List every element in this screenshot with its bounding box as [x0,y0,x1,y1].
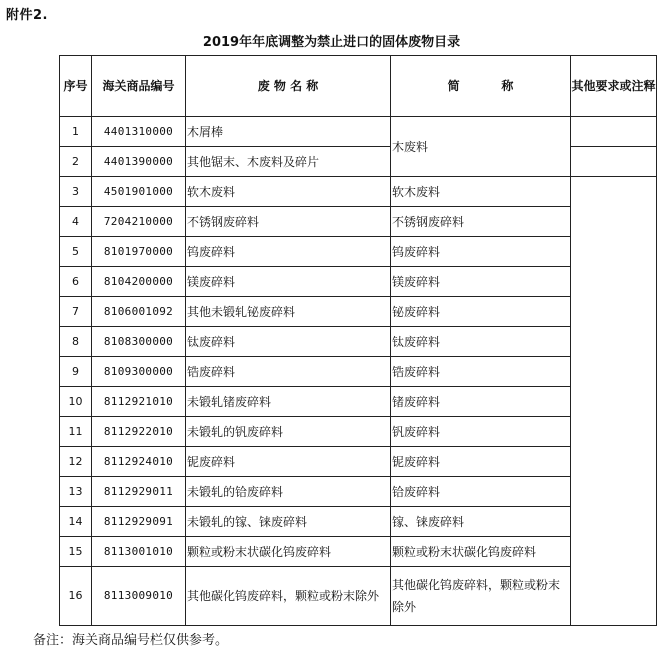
row-short: 软木废料 [391,177,571,207]
row-index: 13 [60,477,92,507]
row-index: 11 [60,417,92,447]
row-short: 铌废碎料 [391,447,571,477]
row-name: 木屑棒 [186,117,391,147]
row-name: 钛废碎料 [186,327,391,357]
row-code: 8104200000 [92,267,186,297]
header-other-notes: 其他要求或注释 [571,56,657,117]
row-name: 其他碳化钨废碎料，颗粒或粉末除外 [186,567,391,626]
row-short: 木废料 [391,117,571,177]
row-name: 未锻轧的钒废碎料 [186,417,391,447]
row-index: 5 [60,237,92,267]
footnote: 备注：海关商品编号栏仅供参考。 [33,633,229,648]
row-short: 铪废碎料 [391,477,571,507]
row-code: 8113001010 [92,537,186,567]
row-index: 6 [60,267,92,297]
row-name: 未锻轧的铪废碎料 [186,477,391,507]
attachment-label: 附件2. [6,8,48,23]
row-name: 钨废碎料 [186,237,391,267]
table-row [60,237,657,267]
header-customs-code: 海关商品编号 [92,56,186,117]
row-other [571,177,657,626]
row-name: 其他未锻轧铋废碎料 [186,297,391,327]
row-short: 不锈钢废碎料 [391,207,571,237]
row-short: 锆废碎料 [391,357,571,387]
table-row [60,357,657,387]
row-short: 锗废碎料 [391,387,571,417]
row-code: 8109300000 [92,357,186,387]
row-short: 钒废碎料 [391,417,571,447]
row-index: 12 [60,447,92,477]
row-name: 其他锯末、木废料及碎片 [186,147,391,177]
row-index: 16 [60,567,92,626]
row-index: 8 [60,327,92,357]
row-name: 未锻轧的镓、铼废碎料 [186,507,391,537]
header-index: 序号 [60,56,92,117]
row-short: 颗粒或粉末状碳化钨废碎料 [391,537,571,567]
table-row [60,537,657,567]
header-waste-name: 废 物 名 称 [186,56,391,117]
row-name: 颗粒或粉末状碳化钨废碎料 [186,537,391,567]
row-short: 镁废碎料 [391,267,571,297]
row-name: 未锻轧锗废碎料 [186,387,391,417]
table-row [60,177,657,207]
row-code: 4401310000 [92,117,186,147]
row-index: 9 [60,357,92,387]
row-other [571,117,657,147]
row-name: 不锈钢废碎料 [186,207,391,237]
row-short: 钨废碎料 [391,237,571,267]
row-short: 其他碳化钨废碎料，颗粒或粉末除外 [391,567,571,626]
row-short: 铋废碎料 [391,297,571,327]
row-code: 8112929011 [92,477,186,507]
row-code: 8112924010 [92,447,186,477]
table-row [60,477,657,507]
header-short-name: 简 称 [391,56,571,117]
waste-catalog-table [59,55,657,626]
row-code: 4501901000 [92,177,186,207]
row-index: 14 [60,507,92,537]
row-index: 4 [60,207,92,237]
row-other [571,147,657,177]
row-code: 8112922010 [92,417,186,447]
table-row [60,507,657,537]
document-title: 2019年年底调整为禁止进口的固体废物目录 [202,35,461,50]
table-row [60,267,657,297]
table-row [60,567,657,626]
row-index: 3 [60,177,92,207]
table-row [60,117,657,147]
row-index: 7 [60,297,92,327]
row-name: 锆废碎料 [186,357,391,387]
row-index: 1 [60,117,92,147]
table-row [60,417,657,447]
table-row [60,447,657,477]
row-short: 钛废碎料 [391,327,571,357]
table-row [60,387,657,417]
row-code: 8113009010 [92,567,186,626]
row-index: 2 [60,147,92,177]
row-name: 镁废碎料 [186,267,391,297]
row-code: 8101970000 [92,237,186,267]
row-code: 4401390000 [92,147,186,177]
row-short: 镓、铼废碎料 [391,507,571,537]
table-row [60,327,657,357]
row-code: 8112929091 [92,507,186,537]
row-code: 8106001092 [92,297,186,327]
row-index: 10 [60,387,92,417]
table-row [60,207,657,237]
row-code: 7204210000 [92,207,186,237]
table-header-row [60,56,657,117]
row-name: 软木废料 [186,177,391,207]
row-index: 15 [60,537,92,567]
row-name: 铌废碎料 [186,447,391,477]
table-row [60,297,657,327]
row-code: 8108300000 [92,327,186,357]
row-code: 8112921010 [92,387,186,417]
